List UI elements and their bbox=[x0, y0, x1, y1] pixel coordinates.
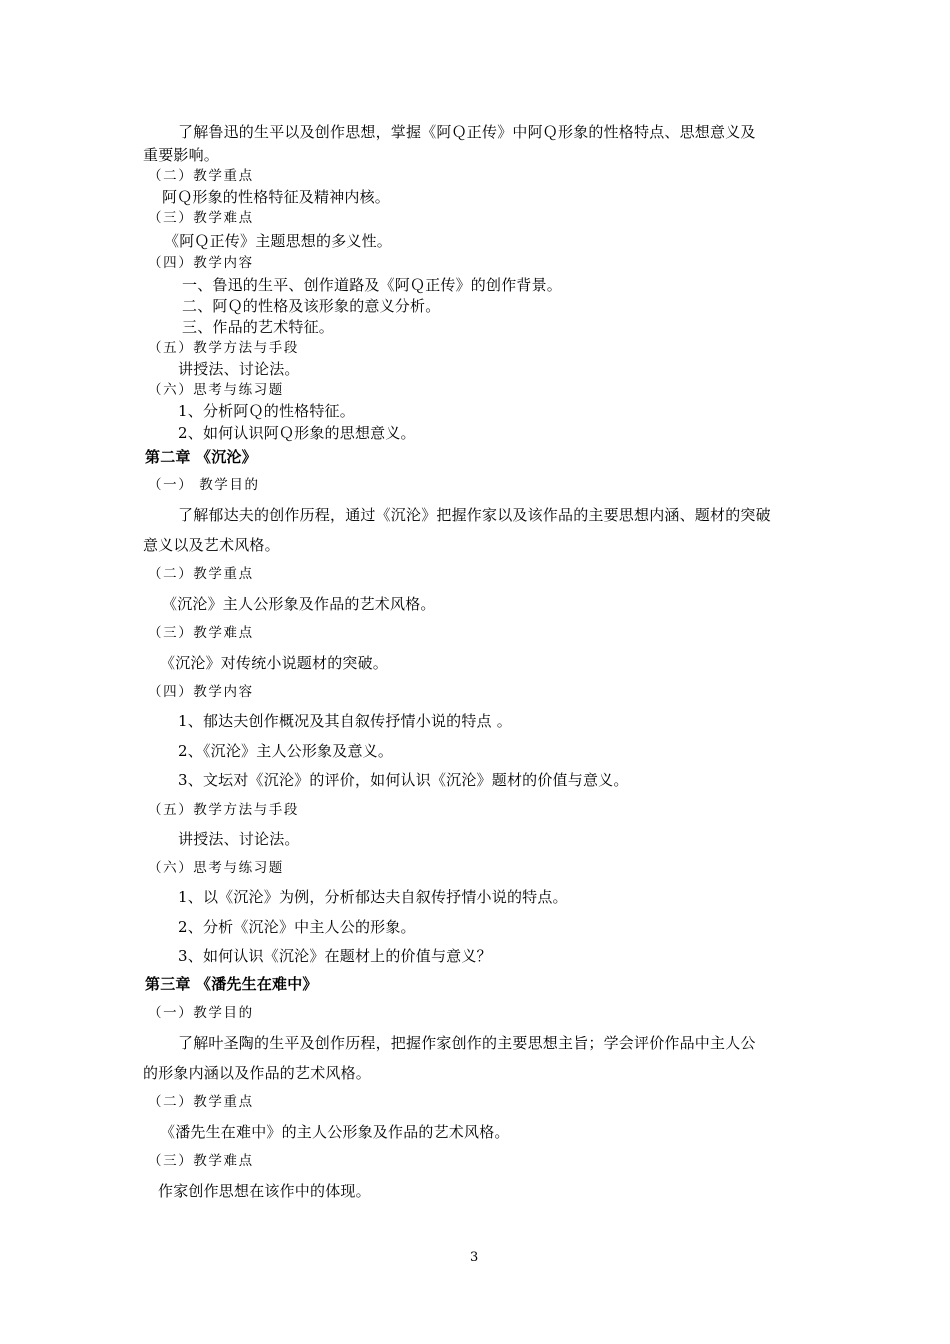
section-heading: （五）教学方法与手段 bbox=[148, 802, 299, 818]
section-heading: （二）教学重点 bbox=[148, 168, 254, 184]
paragraph-line: 了解郁达夫的创作历程，通过《沉沦》把握作家以及该作品的主要思想内涵、题材的突破 bbox=[178, 506, 771, 524]
section-heading: （三）教学难点 bbox=[148, 1153, 254, 1169]
section-heading: （二）教学重点 bbox=[148, 1094, 254, 1110]
section-heading: （六）思考与练习题 bbox=[148, 860, 284, 876]
paragraph-line: 阿Ｑ形象的性格特征及精神内核。 bbox=[162, 188, 391, 206]
paragraph-line: 《沉沦》对传统小说题材的突破。 bbox=[160, 654, 389, 672]
list-item: 1、分析阿Ｑ的性格特征。 bbox=[178, 402, 355, 420]
chapter-title: 第二章 《沉沦》 bbox=[145, 448, 257, 466]
section-heading: （二）教学重点 bbox=[148, 566, 254, 582]
paragraph-line: 的形象内涵以及作品的艺术风格。 bbox=[143, 1064, 372, 1082]
paragraph-line: 讲授法、讨论法。 bbox=[178, 830, 300, 848]
paragraph-line: 《沉沦》主人公形象及作品的艺术风格。 bbox=[162, 595, 436, 613]
section-heading: （一） 教学目的 bbox=[148, 477, 260, 493]
list-item: 3、如何认识《沉沦》在题材上的价值与意义？ bbox=[178, 947, 492, 965]
section-heading: （五）教学方法与手段 bbox=[148, 340, 299, 356]
list-item: 三、作品的艺术特征。 bbox=[182, 318, 335, 336]
list-item: 1、以《沉沦》为例，分析郁达夫自叙传抒情小说的特点。 bbox=[178, 888, 568, 906]
paragraph-line: 《潘先生在难中》的主人公形象及作品的艺术风格。 bbox=[160, 1123, 510, 1141]
section-heading: （一）教学目的 bbox=[148, 1005, 254, 1021]
paragraph-line: 重要影响。 bbox=[143, 146, 220, 164]
section-heading: （三）教学难点 bbox=[148, 210, 254, 226]
list-item: 3、文坛对《沉沦》的评价，如何认识《沉沦》题材的价值与意义。 bbox=[178, 771, 629, 789]
paragraph-line: 《阿Ｑ正传》主题思想的多义性。 bbox=[164, 232, 393, 250]
list-item: 2、如何认识阿Ｑ形象的思想意义。 bbox=[178, 424, 416, 442]
section-heading: （六）思考与练习题 bbox=[148, 382, 284, 398]
paragraph-line: 讲授法、讨论法。 bbox=[178, 360, 300, 378]
list-item: 一、鲁迅的生平、创作道路及《阿Ｑ正传》的创作背景。 bbox=[182, 276, 563, 294]
list-item: 2、分析《沉沦》中主人公的形象。 bbox=[178, 918, 416, 936]
list-item: 二、阿Ｑ的性格及该形象的意义分析。 bbox=[182, 297, 441, 315]
page-number: 3 bbox=[470, 1250, 479, 1265]
paragraph-line: 意义以及艺术风格。 bbox=[143, 536, 280, 554]
section-heading: （四）教学内容 bbox=[148, 255, 254, 271]
list-item: 1、郁达夫创作概况及其自叙传抒情小说的特点 。 bbox=[178, 712, 512, 730]
list-item: 2、《沉沦》主人公形象及意义。 bbox=[178, 742, 394, 760]
paragraph-line: 作家创作思想在该作中的体现。 bbox=[158, 1182, 371, 1200]
paragraph-line: 了解鲁迅的生平以及创作思想，掌握《阿Ｑ正传》中阿Ｑ形象的性格特点、思想意义及 bbox=[178, 123, 756, 141]
section-heading: （三）教学难点 bbox=[148, 625, 254, 641]
chapter-title: 第三章 《潘先生在难中》 bbox=[145, 975, 318, 993]
section-heading: （四）教学内容 bbox=[148, 684, 254, 700]
paragraph-line: 了解叶圣陶的生平及创作历程，把握作家创作的主要思想主旨；学会评价作品中主人公 bbox=[178, 1034, 756, 1052]
